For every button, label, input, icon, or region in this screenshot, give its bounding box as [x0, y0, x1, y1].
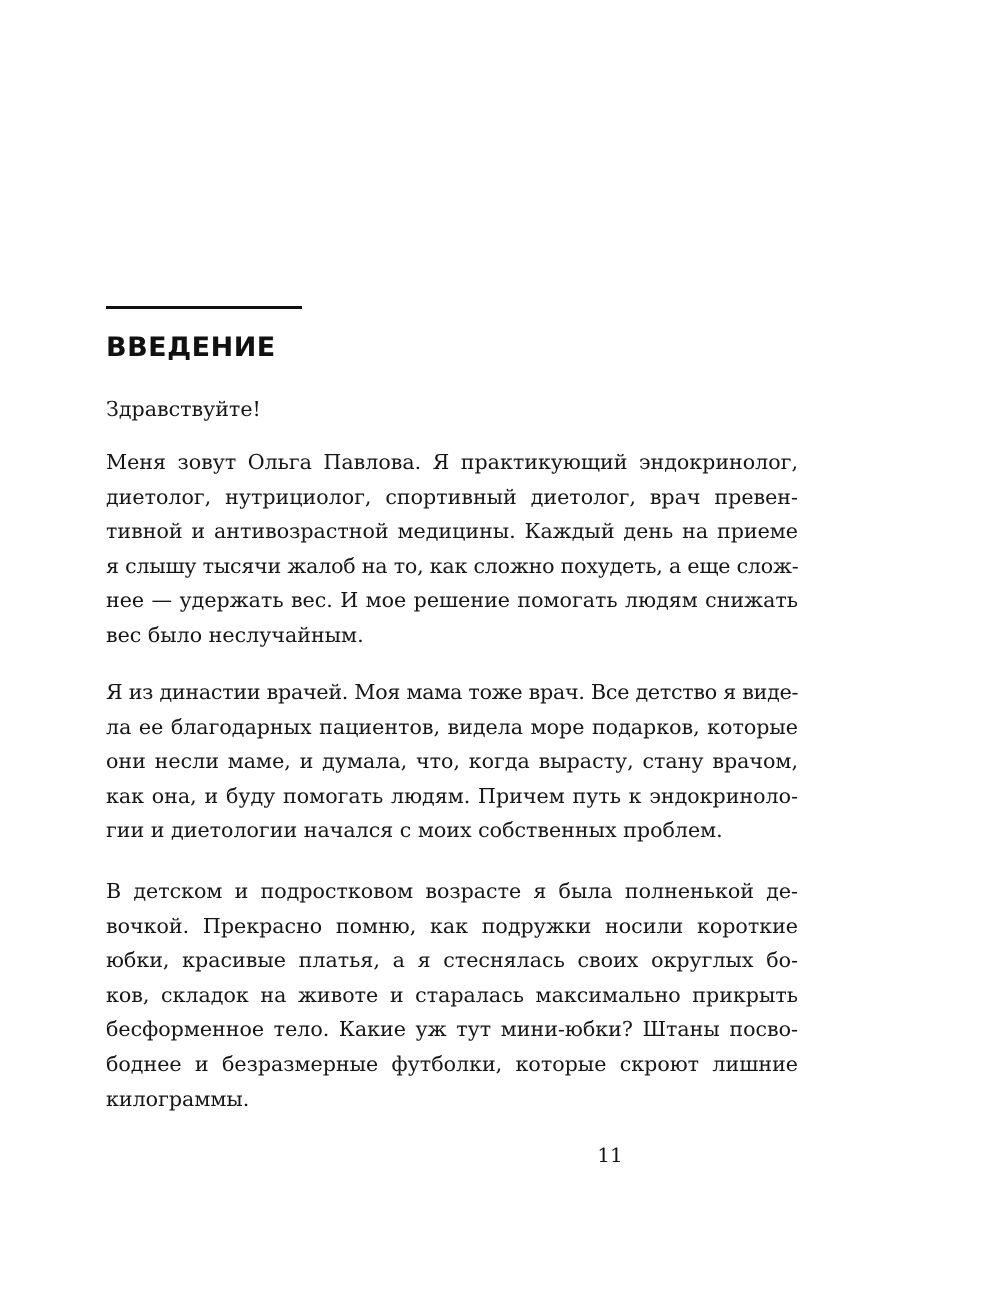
text-line: они несли маме, и думала, что, когда вырасту, стану врачом, — [106, 749, 798, 774]
chapter-rule — [106, 306, 302, 309]
text-line: боднее и безразмерные футболки, которые скроют лишние — [106, 1051, 798, 1076]
text-line: как она, и буду помогать людям. Причем путь к эндокриноло- — [106, 783, 798, 808]
paragraph-childhood — [106, 874, 798, 1116]
paragraph-greeting — [106, 392, 798, 427]
text-line: В детском и подростковом возрасте я была полненькой де- — [106, 879, 798, 903]
text-line: нее — удержать вес. И мое решение помогать людям снижать — [106, 588, 798, 613]
chapter-title: ВВЕДЕНИЕ — [106, 332, 276, 363]
text-line: вес было неслучайным. — [106, 622, 364, 647]
text-line: тивной и антивозрастной медицины. Каждый день на приеме — [106, 519, 798, 544]
page-number: 11 — [597, 1143, 623, 1167]
text-line: вочкой. Прекрасно помню, как подружки носили короткие — [106, 913, 798, 938]
text-line: ла ее благодарных пациентов, видела море подарков, которые — [106, 714, 798, 739]
text-line: Я из династии врачей. Моя мама тоже врач. Все детство я виде- — [106, 680, 799, 704]
text-line: юбки, красивые платья, а я стеснялась своих округлых бо- — [106, 948, 798, 973]
paragraph-family — [106, 675, 798, 848]
paragraph-introduction — [106, 445, 798, 653]
text-line: килограммы. — [106, 1086, 250, 1111]
text-line: я слышу тысячи жалоб на то, как сложно похудеть, а еще слож- — [106, 553, 799, 578]
text-line: бесформенное тело. Какие уж тут мини-юбки? Штаны посво- — [106, 1017, 798, 1042]
text-line: ков, складок на животе и старалась максимально прикрыть — [106, 982, 798, 1007]
text-line: Меня зовут Ольга Павлова. Я практикующий эндокринолог, — [106, 450, 798, 474]
text-line: Здравствуйте! — [106, 397, 261, 421]
text-line: диетолог, нутрициолог, спортивный диетолог, врач превен- — [106, 484, 798, 509]
text-line: гии и диетологии начался с моих собственных проблем. — [106, 818, 723, 843]
